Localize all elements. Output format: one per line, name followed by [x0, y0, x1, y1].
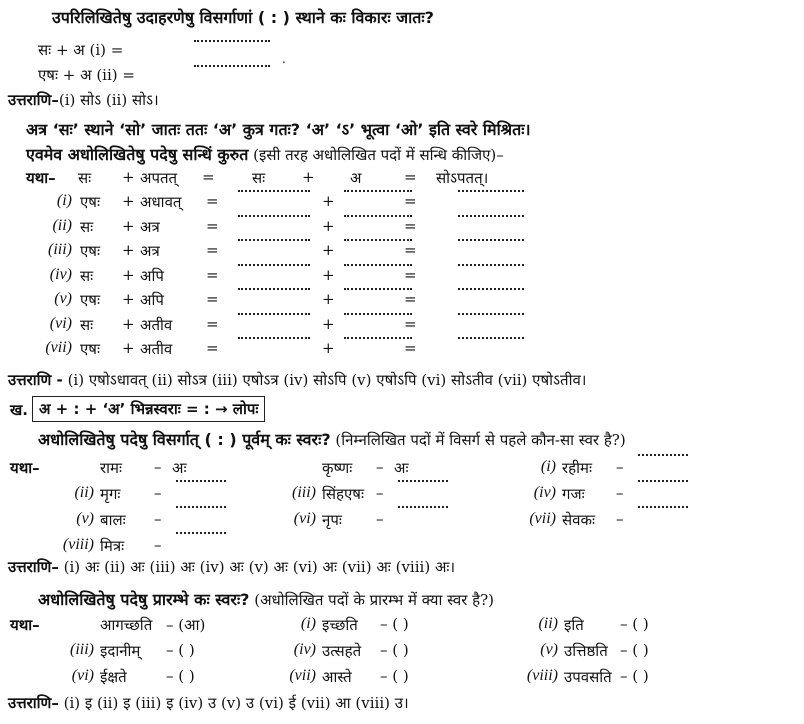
- blank-line-2[interactable]: [344, 215, 412, 217]
- word1: एषः: [80, 193, 100, 211]
- blank-line-3[interactable]: [458, 264, 524, 266]
- exercise-row: [38, 40, 123, 60]
- row-number: (ii): [52, 216, 72, 234]
- example-part2: अ: [350, 169, 362, 187]
- dot-mark: .: [282, 52, 286, 66]
- blank-line-3[interactable]: [458, 288, 524, 290]
- blank-line-3[interactable]: [458, 337, 524, 339]
- item-answer[interactable]: – ( ): [380, 667, 409, 685]
- plus-sign: +: [322, 192, 335, 210]
- item-answer[interactable]: – ( ): [620, 641, 649, 659]
- blank-line[interactable]: [176, 480, 226, 482]
- word2: अत्र: [140, 242, 160, 260]
- blank-line[interactable]: [638, 480, 688, 482]
- item-number: (ii): [538, 615, 558, 632]
- word2: अतीव: [140, 340, 173, 358]
- row-number: (vii): [45, 339, 72, 356]
- row-text: सः + अ (i) =: [38, 41, 124, 59]
- answer-label: उत्तराणि–: [8, 91, 59, 109]
- row-number: (iii): [48, 241, 72, 258]
- plus-sign: +: [122, 290, 135, 308]
- equals-sign: =: [206, 290, 219, 308]
- item-number: (i): [540, 458, 556, 475]
- dash: –: [376, 458, 384, 476]
- dash: –: [154, 536, 162, 554]
- equals-sign: =: [404, 241, 417, 259]
- equals-sign: =: [206, 192, 219, 210]
- blank-line-2[interactable]: [344, 313, 412, 315]
- plus-sign: +: [302, 168, 315, 186]
- equals-sign: =: [404, 290, 417, 308]
- item-number: (iv): [533, 484, 556, 501]
- item-answer[interactable]: – ( ): [166, 641, 195, 659]
- example-label: यथा–: [10, 459, 40, 477]
- word2: अतीव: [140, 315, 173, 334]
- plus-sign: +: [122, 241, 135, 259]
- blank-line-1[interactable]: [238, 190, 310, 192]
- item-word: आगच्छति: [100, 616, 153, 634]
- row-number: (iv): [49, 265, 72, 283]
- instruction-hindi: (इसी तरह अधोलिखित पदों में सन्धि कीजिए)–: [253, 146, 504, 164]
- item-word: कृष्णः: [322, 459, 353, 477]
- example-part1: सः: [252, 169, 266, 187]
- equals-sign: =: [404, 314, 417, 333]
- heading-bold: अधोलिखितेषु पदेषु प्रारम्भे कः स्वरः?: [38, 590, 250, 609]
- answer-text: (i) अः (ii) अः (iii) अः (iv) अः (v) अः (vi) अः (vii) अः (viii) अः।: [63, 558, 456, 576]
- word1: एषः: [80, 291, 100, 309]
- plus-sign: +: [322, 339, 335, 357]
- blank-line[interactable]: [176, 532, 226, 534]
- item-word: ईक्षते: [100, 668, 127, 686]
- explanation: अत्र ‘सः’ स्थाने ‘सो’ जातः ततः ‘अ’ कुत्र गतः? ‘अ’ ‘ऽ’ भूत्वा ‘ओ’ इति स्वरे मिश्रितः।: [26, 120, 531, 139]
- equals-sign: =: [404, 192, 417, 210]
- plus-sign: +: [122, 265, 135, 284]
- item-number: (i): [300, 615, 316, 632]
- item-number: (ii): [74, 484, 94, 501]
- blank-line[interactable]: [194, 65, 270, 67]
- example-result: सोऽपतत्।: [436, 169, 489, 187]
- blank-line[interactable]: [638, 506, 688, 508]
- heading-hindi: (निम्नलिखित पदों में विसर्ग से पहले कौन-सा स्वर है?): [335, 431, 626, 449]
- item-number: (iii): [292, 484, 316, 501]
- equals-sign: =: [206, 216, 219, 235]
- blank-line-2[interactable]: [344, 288, 412, 290]
- item-answer: – (आ): [166, 616, 206, 634]
- item-word: इति: [564, 616, 584, 634]
- word2: अधावत्: [140, 193, 182, 211]
- blank-line-2[interactable]: [344, 264, 412, 266]
- equals-sign: =: [404, 216, 417, 235]
- plus-sign: +: [122, 192, 135, 210]
- word2: अत्र: [140, 217, 160, 236]
- plus-sign: +: [322, 216, 335, 235]
- equals-sign: =: [206, 265, 219, 284]
- dash: –: [154, 484, 162, 502]
- blank-line[interactable]: [176, 506, 226, 508]
- dash: –: [376, 484, 384, 502]
- answer-label: उत्तराणि -: [8, 371, 63, 389]
- dash: –: [154, 458, 162, 476]
- blank-line[interactable]: [638, 454, 688, 456]
- item-answer[interactable]: – ( ): [380, 615, 409, 633]
- word1: सः: [80, 266, 94, 285]
- blank-line[interactable]: [194, 40, 270, 42]
- plus-sign: +: [122, 314, 135, 333]
- item-word: बालः: [100, 511, 126, 529]
- answer-label: उत्तराणि–: [8, 558, 59, 576]
- row-text: एषः + अ (ii) =: [38, 66, 135, 84]
- blank-line-1[interactable]: [238, 313, 310, 315]
- plus-sign: +: [122, 168, 135, 186]
- blank-line-1[interactable]: [238, 288, 310, 290]
- equals-sign: =: [404, 339, 417, 357]
- row-number: (i): [56, 192, 72, 209]
- item-answer: अः: [394, 459, 409, 477]
- item-answer[interactable]: – ( ): [620, 667, 649, 685]
- word1: एषः: [80, 340, 100, 358]
- answer-line: [8, 693, 409, 713]
- example-label: यथा–: [26, 169, 56, 187]
- word2: अपि: [140, 291, 164, 309]
- item-number: (iv): [293, 641, 316, 658]
- blank-line[interactable]: [398, 480, 448, 482]
- rule-box: अ + : + ‘अ’ भिन्नस्वराः = : → लोपः: [32, 396, 265, 422]
- word2: अपि: [140, 266, 164, 285]
- item-number: (viii): [526, 667, 558, 684]
- blank-line-2[interactable]: [344, 190, 412, 192]
- item-word: उत्सहते: [322, 642, 362, 660]
- example-word2: अपतत्: [140, 169, 178, 187]
- section1-heading: उपरिलिखितेषु उदाहरणेषु विसर्गाणां ( : ) स्थाने कः विकारः जातः?: [52, 8, 434, 27]
- item-word: रामः: [100, 459, 123, 477]
- item-number: (viii): [62, 536, 94, 553]
- plus-sign: +: [122, 216, 135, 235]
- blank-line[interactable]: [398, 506, 448, 508]
- example-label: यथा–: [10, 616, 40, 634]
- example-word1: सः: [78, 169, 92, 187]
- item-number: (v): [76, 510, 94, 527]
- equals-sign: =: [202, 168, 215, 186]
- dash: –: [616, 458, 624, 476]
- equals-sign: =: [206, 314, 219, 333]
- plus-sign: +: [322, 241, 335, 259]
- equals-sign: =: [206, 241, 219, 259]
- word1: सः: [80, 217, 94, 236]
- heading-bold: अधोलिखितेषु पदेषु विसर्गात् ( : ) पूर्वम् कः स्वरः?: [38, 430, 331, 449]
- answer-line: [8, 370, 586, 390]
- section3-heading: [38, 428, 626, 450]
- blank-line-3[interactable]: [458, 215, 524, 217]
- row-number: (v): [54, 290, 72, 307]
- item-word: गजः: [562, 485, 585, 503]
- blank-line-3[interactable]: [458, 190, 524, 192]
- item-word: उपवसति: [564, 668, 612, 686]
- item-answer[interactable]: – ( ): [380, 641, 409, 659]
- blank-line-2[interactable]: [344, 337, 412, 339]
- blank-line-2[interactable]: [344, 239, 412, 241]
- blank-line-1[interactable]: [238, 264, 310, 266]
- blank-line-1[interactable]: [238, 337, 310, 339]
- item-answer[interactable]: – ( ): [166, 667, 195, 685]
- item-number: (vi): [293, 510, 316, 527]
- item-word: सिंहएषः: [322, 485, 364, 503]
- item-word: नृपः: [322, 511, 342, 529]
- blank-line-3[interactable]: [458, 239, 524, 241]
- answer-text: (i) इ (ii) इ (iii) इ (iv) उ (v) उ (vi) ई (vii) आ (viii) उ।: [63, 694, 409, 712]
- item-word: सेवकः: [562, 511, 596, 529]
- section4-heading: [38, 588, 494, 610]
- word1: सः: [80, 315, 94, 334]
- answer-label: उत्तराणि–: [8, 694, 59, 712]
- exercise-row: [38, 65, 135, 85]
- blank-line-1[interactable]: [238, 239, 310, 241]
- item-word: मित्रः: [100, 537, 125, 555]
- heading-hindi: (अधोलिखित पदों के प्रारम्भ में क्या स्वर है?): [254, 591, 495, 609]
- item-number: (vi): [71, 667, 94, 684]
- item-number: (vii): [289, 667, 316, 684]
- item-number: (v): [540, 641, 558, 658]
- item-number: (iii): [70, 641, 94, 658]
- item-answer: अः: [172, 459, 187, 477]
- instruction-bold: एवमेव अधोलिखितेषु पदेषु सन्धिं कुरुत: [26, 145, 249, 164]
- answer-line: [8, 557, 455, 577]
- dash: –: [154, 510, 162, 528]
- dash: –: [616, 510, 624, 528]
- answer-text: (i) सोऽ (ii) सोऽ।: [58, 91, 159, 109]
- plus-sign: +: [322, 314, 335, 333]
- item-word: रहीमः: [562, 459, 592, 477]
- item-word: उत्तिष्ठति: [564, 642, 608, 660]
- plus-sign: +: [122, 339, 135, 357]
- item-word: इदानीम्: [100, 642, 141, 660]
- item-word: मृगः: [100, 485, 121, 503]
- answer-text: (i) एषोऽधावत् (ii) सोऽत्र (iii) एषोऽत्र (iv) सोऽपि (v) एषोऽपि (vi) सोऽतीव (vii) एषोऽतीव।: [67, 371, 587, 389]
- dash: –: [376, 510, 384, 528]
- item-word: इच्छति: [322, 616, 358, 634]
- plus-sign: +: [322, 265, 335, 284]
- row-number: (vi): [49, 314, 72, 332]
- answer-line: [8, 90, 159, 110]
- equals-sign: =: [404, 265, 417, 284]
- item-number: (vii): [529, 510, 556, 527]
- item-answer[interactable]: – ( ): [620, 615, 649, 633]
- word1: एषः: [80, 242, 100, 260]
- dash: –: [616, 484, 624, 502]
- instruction: [26, 143, 504, 165]
- equals-sign: =: [404, 168, 417, 186]
- equals-sign: =: [206, 339, 219, 357]
- plus-sign: +: [322, 290, 335, 308]
- blank-line-1[interactable]: [238, 215, 310, 217]
- blank-line-3[interactable]: [458, 313, 524, 315]
- item-word: आस्ते: [322, 668, 352, 686]
- section-marker: ख.: [10, 401, 28, 419]
